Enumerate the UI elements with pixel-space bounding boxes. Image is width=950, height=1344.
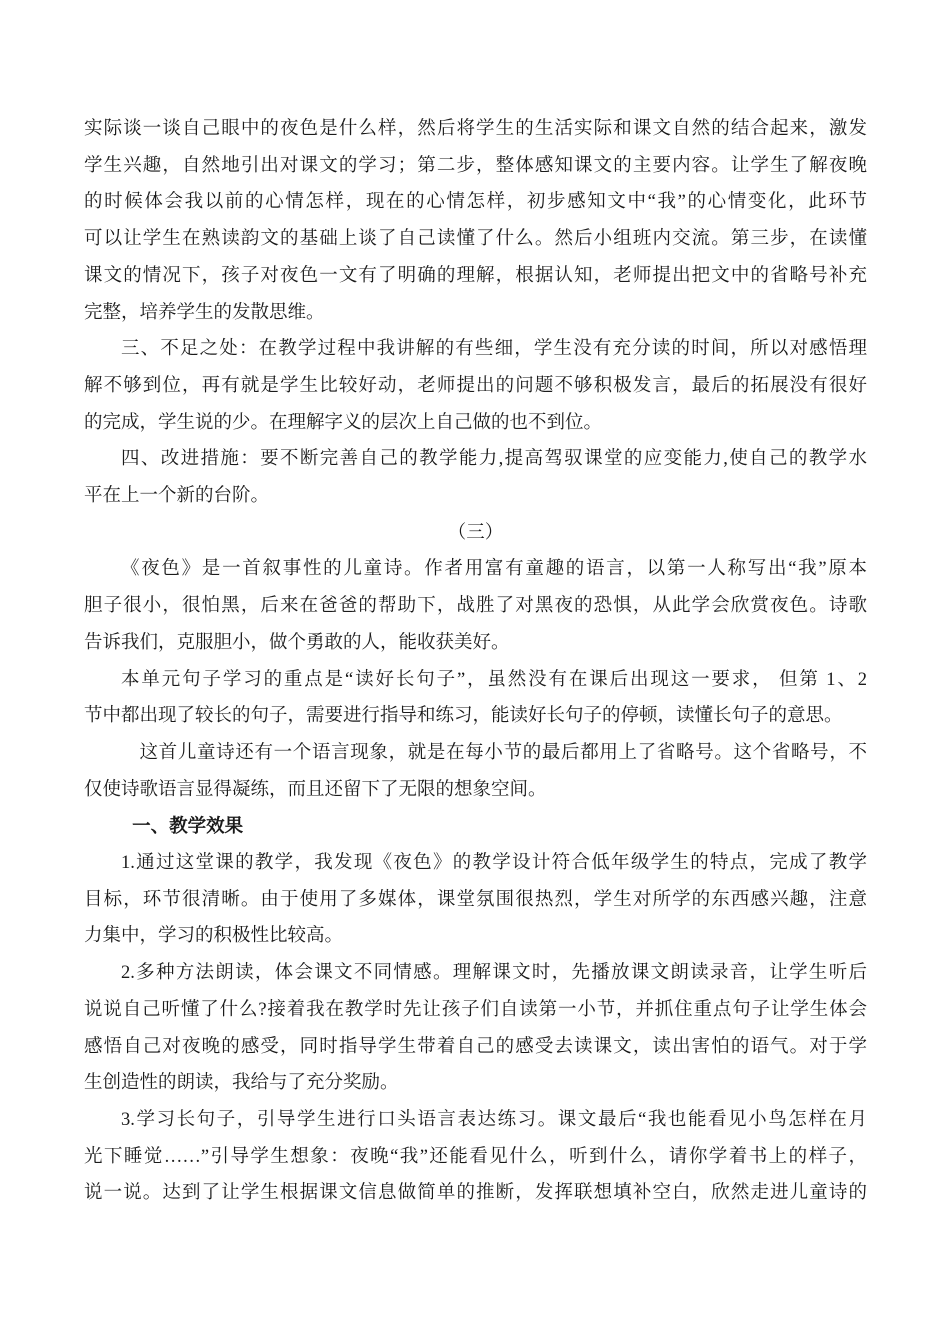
para-effect-2-line-4: 生创造性的朗读，我给与了充分奖励。 [84, 1073, 399, 1094]
para-lesson-steps-continued-line-6: 完整，培养学生的发散思维。 [84, 302, 325, 323]
para-shortcomings-line-3: 的完成，学生说的少。在理解字义的层次上自己做的也不到位。 [84, 412, 603, 433]
para-ellipsis-phenomenon-line-1: 这首儿童诗还有一个语言现象，就是在每小节的最后都用上了省略号。这个省略号，不 [139, 742, 867, 763]
para-poem-introduction-line-1: 《夜色》是一首叙事性的儿童诗。作者用富有童趣的语言，以第一人称写出“我”原本 [121, 559, 867, 580]
para-ellipsis-phenomenon-line-2: 仅使诗歌语言显得凝练，而且还留下了无限的想象空间。 [84, 779, 547, 800]
para-effect-3-line-1: 3.学习长句子，引导学生进行口头语言表达练习。课文最后“我也能看见小鸟怎样在月 [121, 1109, 867, 1130]
para-effect-2-line-2: 说说自己听懂了什么?接着我在教学时先让孩子们自读第一小节，并抓住重点句子让学生体会 [84, 999, 867, 1020]
para-effect-2-line-3: 感悟自己对夜晚的感受，同时指导学生带着自己的感受去读课文，读出害怕的语气。对于学 [84, 1036, 867, 1057]
para-poem-introduction-line-2: 胆子很小，很怕黑，后来在爸爸的帮助下，战胜了对黑夜的恐惧，从此学会欣赏夜色。诗歌 [84, 596, 867, 617]
para-lesson-steps-continued-line-3: 的时候体会我以前的心情怎样，现在的心情怎样，初步感知文中“我”的心情变化，此环节 [84, 192, 867, 213]
para-unit-sentence-focus-line-1: 本单元句子学习的重点是“读好长句子”，虽然没有在课后出现这一要求， 但第 1、2 [121, 669, 867, 690]
para-effect-1-line-3: 力集中，学习的积极性比较高。 [84, 926, 344, 947]
para-unit-sentence-focus-line-2: 节中都出现了较长的句子，需要进行指导和练习，能读好长句子的停顿，读懂长句子的意思。 [84, 706, 843, 727]
para-poem-introduction-line-3: 告诉我们，克服胆小，做个勇敢的人，能收获美好。 [84, 632, 510, 653]
para-improvement-measures-line-1: 四、改进措施：要不断完善自己的教学能力,提高驾驭课堂的应变能力,使自己的教学水 [121, 449, 867, 470]
para-effect-1-line-2: 目标，环节很清晰。由于使用了多媒体，课堂氛围很热烈，学生对所学的东西感兴趣，注意 [84, 889, 867, 910]
para-lesson-steps-continued-line-5: 课文的情况下，孩子对夜色一文有了明确的理解，根据认知，老师提出把文中的省略号补充 [84, 265, 867, 286]
document-content [84, 111, 867, 1212]
para-lesson-steps-continued-line-4: 可以让学生在熟读韵文的基础上谈了自己读懂了什么。然后小组班内交流。第三步，在读懂 [84, 229, 867, 250]
para-effect-1-line-1: 1.通过这堂课的教学，我发现《夜色》的教学设计符合低年级学生的特点，完成了教学 [121, 853, 867, 874]
para-effect-3-line-2: 光下睡觉……”引导学生想象：夜晚“我”还能看见什么，听到什么，请你学着书上的样子， [84, 1146, 867, 1167]
para-effect-2-line-1: 2.多种方法朗读，体会课文不同情感。理解课文时，先播放课文朗读录音，让学生听后 [121, 963, 867, 984]
heading-teaching-effect: 一、教学效果 [132, 815, 244, 837]
para-lesson-steps-continued-line-2: 学生兴趣，自然地引出对课文的学习；第二步，整体感知课文的主要内容。让学生了解夜晚 [84, 155, 867, 176]
para-lesson-steps-continued-line-1: 实际谈一谈自己眼中的夜色是什么样，然后将学生的生活实际和课文自然的结合起来，激发 [84, 119, 867, 139]
para-improvement-measures-line-2: 平在上一个新的台阶。 [84, 486, 270, 507]
section-three-label: （三） [447, 522, 504, 543]
para-effect-3-line-3: 说一说。达到了让学生根据课文信息做简单的推断，发挥联想填补空白，欣然走进儿童诗的 [84, 1183, 867, 1204]
para-shortcomings-line-2: 解不够到位，再有就是学生比较好动，老师提出的问题不够积极发言，最后的拓展没有很好 [84, 375, 867, 396]
para-shortcomings-line-1: 三、不足之处：在教学过程中我讲解的有些细，学生没有充分读的时间，所以对感悟理 [121, 339, 867, 360]
